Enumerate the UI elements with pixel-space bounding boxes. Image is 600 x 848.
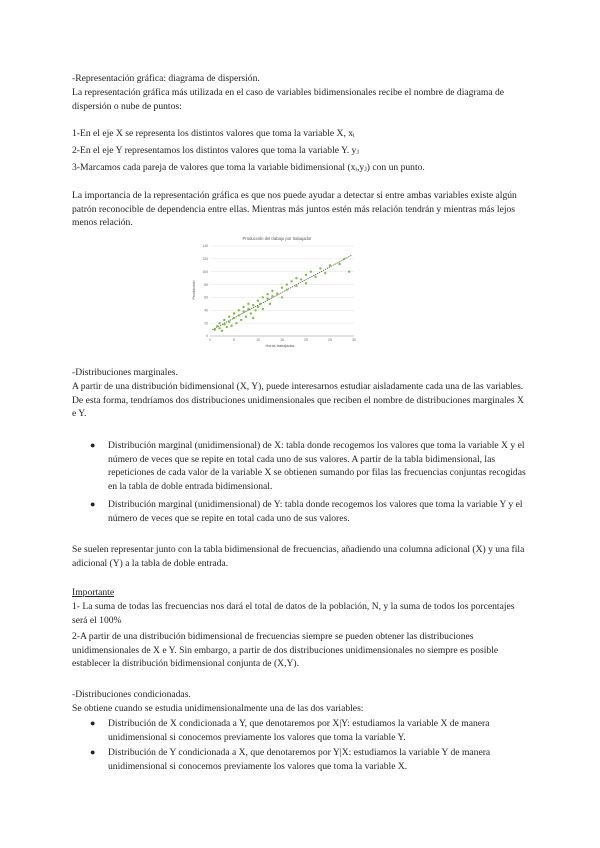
- importante-point-1: 1- La suma de todas las frecuencias nos dará el total de datos de la población, N, y la suma de todos los porcentajes será el 100%: [72, 601, 515, 626]
- scatter-chart-svg: [188, 232, 366, 350]
- x-tick-label: 15: [280, 338, 284, 342]
- scatter-point: [233, 312, 235, 314]
- scatter-chart: [188, 232, 366, 350]
- scatter-point: [276, 292, 278, 294]
- scatter-point: [286, 289, 288, 291]
- bullet-text: Distribución marginal (unidimensional) de X: tabla donde recogemos los valores que toma la variable X y el número de veces que se repite en total cada uno de sus valores. A partir de la tabla bidimensional, las repeticiones de cada valor de la variable X se obtienen sumando por filas las frecuencias conjuntas recogidas en la tabla de doble entrada bidimensional.: [108, 440, 526, 492]
- dispersion-intro: La representación gráfica más utilizada en el caso de variables bidimensionales recibe el nombre de diagrama de dispersión o nube de puntos:: [72, 87, 505, 112]
- scatter-point: [281, 287, 283, 289]
- scatter-point: [247, 303, 249, 305]
- scatter-point: [324, 272, 326, 274]
- marginales-intro: A partir de una distribución bidimensional (X, Y), puede interesarnos estudiar aisladamente cada una de las variables. De esta forma, tendríamos dos distribuciones unidimensionales que reciben el nombre de distribuciones marginales X e Y.: [72, 381, 524, 420]
- scatter-point: [266, 298, 268, 300]
- scatter-point: [242, 310, 244, 312]
- y-tick-label: 0: [206, 334, 208, 339]
- x-axis-label: Horas trabajadas: [265, 344, 295, 348]
- scatter-point: [338, 263, 340, 265]
- x-tick-label: 30: [352, 338, 356, 342]
- scatter-point: [250, 312, 252, 314]
- marginales-note: Se suelen representar junto con la tabla bidimensional de frecuencias, añadiendo una columna adicional (X) y una fila adicional (Y) a la tabla de doble entrada.: [72, 544, 525, 569]
- scatter-point: [286, 283, 288, 285]
- y-tick-label: 140: [202, 244, 208, 249]
- bullet-marker: ●: [90, 718, 96, 728]
- scatter-point: [257, 299, 259, 301]
- scatter-point: [257, 306, 259, 308]
- chart-background: [188, 232, 366, 350]
- dispersion-step-1: 1-En el eje X se representa los distintos valores que toma la variable X, xᵢ: [72, 128, 355, 139]
- y-tick-label: 100: [202, 269, 208, 274]
- scatter-point: [254, 309, 256, 311]
- x-tick-label: 25: [328, 338, 332, 342]
- dispersion-importance: La importancia de la representación gráfica es que nos puede ayudar a detectar si entre ambas variables existe algún patrón reconocible de dependencia entre ellas. Mientras más juntos estén más relación tendrán y mientras más lejos menos relación.: [72, 190, 517, 229]
- scatter-point: [214, 328, 216, 330]
- scatter-point: [233, 317, 235, 319]
- y-tick-label: 120: [202, 257, 208, 262]
- bullet-marker: ●: [90, 440, 96, 450]
- scatter-point: [230, 325, 232, 327]
- section-heading-dispersion: -Representación gráfica: diagrama de dispersión.: [72, 73, 260, 84]
- scatter-point: [290, 280, 292, 282]
- scatter-point: [226, 326, 228, 328]
- y-tick-label: 20: [204, 321, 208, 326]
- scatter-point: [295, 285, 297, 287]
- condicionadas-intro: Se obtiene cuando se estudia unidimensionalmente una de las dos variables:: [72, 703, 364, 714]
- scatter-point: [329, 264, 331, 266]
- scatter-point: [266, 293, 268, 295]
- scatter-point: [262, 296, 264, 298]
- y-tick-label: 60: [204, 295, 208, 300]
- scatter-point: [223, 323, 225, 325]
- scatter-point: [319, 267, 321, 269]
- scatter-point: [343, 258, 345, 260]
- scatter-point: [242, 306, 244, 308]
- x-tick-label: 0: [209, 338, 211, 342]
- dispersion-step-3: 3-Marcamos cada pareja de valores que toma la variable bidimensional (xᵢ,yⱼ) con un punto.: [72, 162, 425, 173]
- scatter-point: [223, 319, 225, 321]
- scatter-point: [238, 314, 240, 316]
- scatter-point: [271, 295, 273, 297]
- scatter-point: [245, 316, 247, 318]
- scatter-point: [348, 271, 350, 273]
- scatter-point: [247, 308, 249, 310]
- scatter-point: [228, 316, 230, 318]
- importante-point-2: 2-A partir de una distribución bidimensional de frecuencias siempre se pueden obtener las distribuciones unidimensionales de X e Y. Sin embargo, a partir de dos distribuciones unidimensionales no siempre es posible establecer la distribución bidimensional conjunta de (X,Y).: [72, 631, 499, 670]
- x-tick-label: 20: [304, 338, 308, 342]
- scatter-point: [259, 303, 261, 305]
- scatter-point: [269, 303, 271, 305]
- x-tick-label: 5: [233, 338, 235, 342]
- bullet-text: Distribución de Y condicionada a X, que denotaremos por Y|X: estudiamos la variable Y de manera unidimensional si conocemos previamente los valores que toma la variable X.: [108, 747, 491, 772]
- scatter-point: [240, 319, 242, 321]
- y-tick-label: 40: [204, 308, 208, 313]
- y-axis-label: Producción: [192, 280, 196, 300]
- scatter-point: [221, 330, 223, 332]
- scatter-point: [295, 277, 297, 279]
- scatter-point: [314, 276, 316, 278]
- bullet-marker: ●: [90, 747, 96, 757]
- dispersion-step-2: 2-En el eje Y representamos los distintos valores que toma la variable Y. yⱼ: [72, 145, 359, 156]
- scatter-point: [218, 327, 220, 329]
- scatter-point: [235, 322, 237, 324]
- scatter-point: [310, 271, 312, 273]
- y-tick-label: 80: [204, 282, 208, 287]
- scatter-point: [281, 296, 283, 298]
- scatter-point: [218, 322, 220, 324]
- chart-title: Producción del trabajo por trabajador: [242, 236, 312, 241]
- scatter-point: [228, 321, 230, 323]
- bullet-marker: ●: [90, 499, 96, 509]
- bullet-text: Distribución de X condicionada a Y, que denotaremos por X|Y: estudiamos la variable X de manera unidimensional si conocemos previamente los valores que toma la variable Y.: [108, 718, 490, 743]
- scatter-point: [216, 325, 218, 327]
- x-tick-label: 10: [256, 338, 260, 342]
- scatter-point: [262, 308, 264, 310]
- scatter-point: [238, 309, 240, 311]
- bullet-text: Distribución marginal (unidimensional) de Y: tabla donde recogemos los valores que toma la variable Y y el número de veces que se repite en total cada uno de sus valores.: [108, 499, 523, 524]
- scatter-point: [305, 274, 307, 276]
- scatter-point: [305, 282, 307, 284]
- section-heading-marginales: -Distribuciones marginales.: [72, 367, 178, 378]
- scatter-point: [252, 304, 254, 306]
- scatter-point: [300, 278, 302, 280]
- scatter-point: [252, 317, 254, 319]
- section-heading-condicionadas: -Distribuciones condicionadas.: [72, 689, 191, 700]
- section-heading-importante: Importante: [72, 587, 115, 598]
- scatter-point: [271, 290, 273, 292]
